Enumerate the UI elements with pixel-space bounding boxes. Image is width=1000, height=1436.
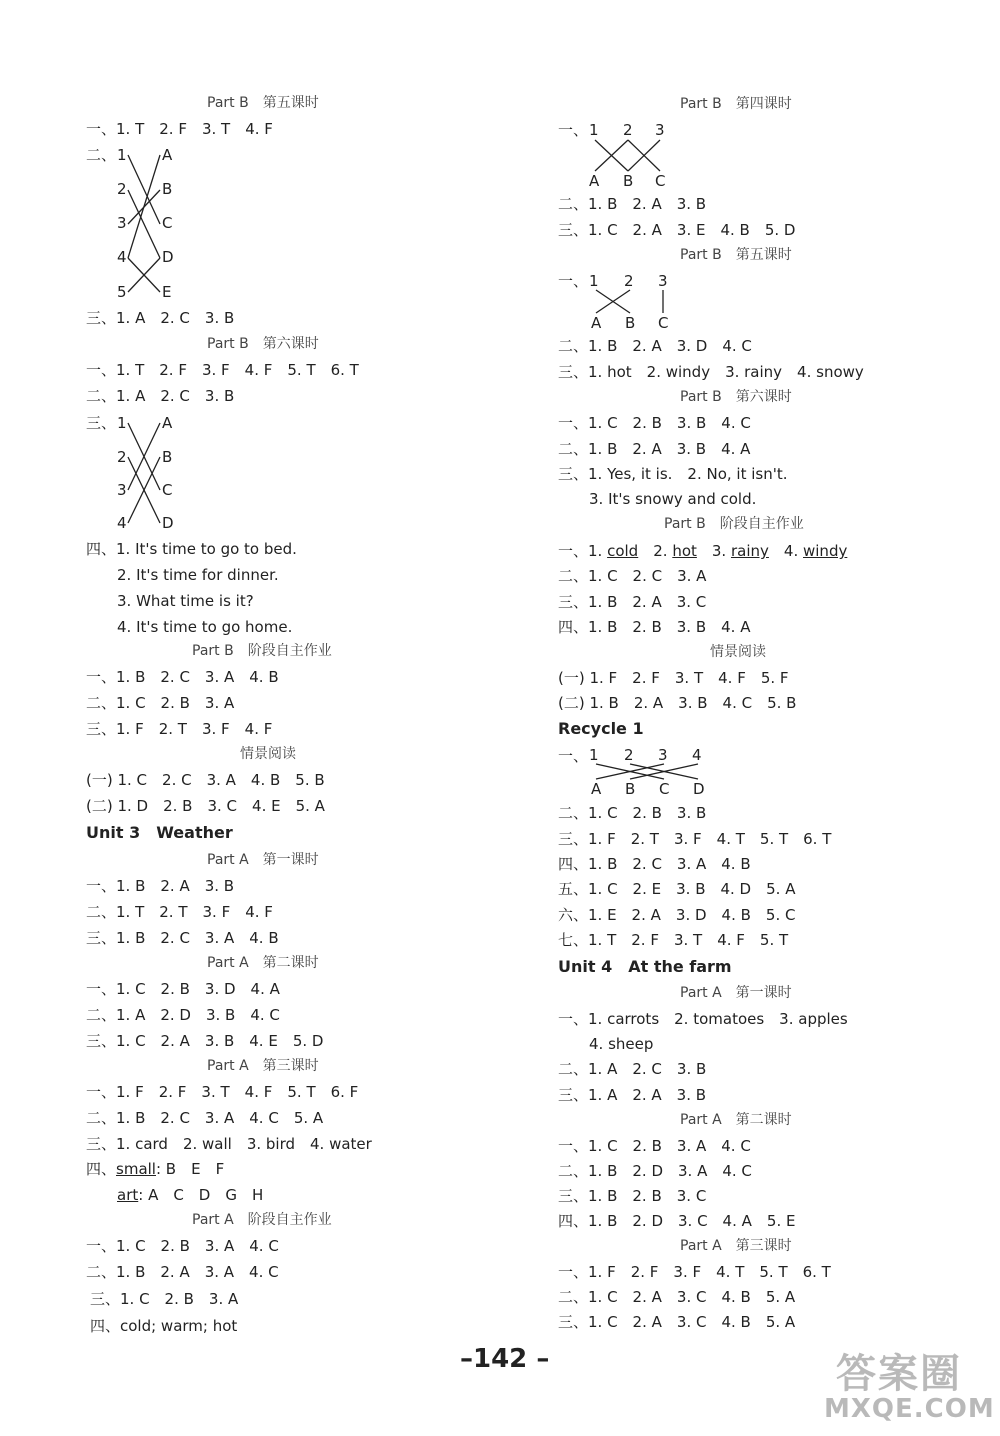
answer-line: 二、1. B 2. A 3. B 4. A <box>558 440 751 458</box>
answer-line: 三、1. C 2. B 3. A <box>90 1290 239 1308</box>
answer-text: : A C D G H <box>138 1186 264 1204</box>
answer-line: 三、1. C 2. A 3. E 4. B 5. D <box>558 221 796 239</box>
section-header: Part B 第五课时 <box>680 247 792 263</box>
answer-text: 2. <box>638 542 673 560</box>
answer-line: (二) 1. D 2. B 3. C 4. E 5. A <box>86 797 325 815</box>
answer-text: 4. <box>768 542 803 560</box>
answer-line: 四、1. B 2. D 3. C 4. A 5. E <box>558 1212 796 1230</box>
answer-line: 一、1. C 2. B 3. A 4. C <box>558 1137 751 1155</box>
answer-line: 一、1. F 2. F 3. F 4. T 5. T 6. T <box>558 1263 831 1281</box>
answer-line: 二、1. A 2. C 3. B <box>86 387 235 405</box>
match-left-label: 2 <box>117 448 127 466</box>
section-header: Part B 第六课时 <box>680 389 792 405</box>
match-right-label: D <box>162 248 174 266</box>
answer-line: 一、1. F 2. F 3. T 4. F 5. T 6. F <box>86 1083 359 1101</box>
section-header: Part B 阶段自主作业 <box>192 643 332 659</box>
answer-text: 一、1. <box>558 542 608 560</box>
answer-prefix: 四、 <box>86 1160 117 1178</box>
match-top-label: 3 <box>655 121 665 139</box>
answer-line: 四、1. It's time to go to bed. <box>86 540 297 558</box>
section-header: Part A 第二课时 <box>680 1112 792 1128</box>
unit-title: Recycle 1 <box>558 719 644 738</box>
underlined-word: hot <box>672 542 697 560</box>
section-header: Part A 第三课时 <box>680 1238 792 1254</box>
match-top-label: 3 <box>658 746 668 764</box>
match-top-label: 1 <box>589 746 599 764</box>
answer-line: (一) 1. F 2. F 3. T 4. F 5. F <box>558 669 789 687</box>
answer-line: 二、1. T 2. T 3. F 4. F <box>86 903 273 921</box>
answer-line: 3. It's snowy and cold. <box>589 490 757 508</box>
match-bottom-label: A <box>591 780 602 798</box>
match-top-label: 2 <box>624 746 634 764</box>
answer-line: 4. sheep <box>589 1035 654 1053</box>
answer-line: 二、1. B 2. A 3. A 4. C <box>86 1263 279 1281</box>
answer-line: 3. What time is it? <box>117 592 254 610</box>
answer-prefix: 三、 <box>86 414 117 432</box>
match-top-label: 3 <box>658 272 668 290</box>
match-left-label: 2 <box>117 180 127 198</box>
match-bottom-label: C <box>659 780 670 798</box>
answer-line: 一、1. B 2. A 3. B <box>86 877 235 895</box>
section-header: Part A 第一课时 <box>680 985 792 1001</box>
match-left-label: 3 <box>117 481 127 499</box>
answer-line: 二、1. C 2. C 3. A <box>558 567 707 585</box>
unit-title: Unit 4 At the farm <box>558 957 732 976</box>
answer-line: 三、1. B 2. A 3. C <box>558 593 707 611</box>
answer-line: 一、1. T 2. F 3. F 4. F 5. T 6. T <box>86 361 359 379</box>
answer-line: 二、1. B 2. A 3. B <box>558 195 707 213</box>
section-header: Part B 第六课时 <box>207 336 319 352</box>
answer-line: 一、1. C 2. B 3. D 4. A <box>86 980 280 998</box>
match-right-label: A <box>162 146 173 164</box>
match-bottom-label: B <box>623 172 634 190</box>
match-bottom-label: D <box>693 780 705 798</box>
section-header: Part B 阶段自主作业 <box>664 516 804 532</box>
match-right-label: B <box>162 448 173 466</box>
answer-line: (二) 1. B 2. A 3. B 4. C 5. B <box>558 694 797 712</box>
underlined-word: art <box>117 1186 139 1204</box>
answer-line: 三、1. C 2. A 3. C 4. B 5. A <box>558 1313 796 1331</box>
match-top-label: 1 <box>589 121 599 139</box>
watermark-url: MXQE.COM <box>824 1394 995 1424</box>
underlined-word: rainy <box>730 542 769 560</box>
answer-line: 三、1. Yes, it is. 2. No, it isn't. <box>558 465 788 483</box>
answer-line: 七、1. T 2. F 3. T 4. F 5. T <box>558 931 789 949</box>
answer-line: 六、1. E 2. A 3. D 4. B 5. C <box>558 906 796 924</box>
answer-line: 三、1. C 2. A 3. B 4. E 5. D <box>86 1032 324 1050</box>
match-left-label: 1 <box>117 146 127 164</box>
answer-line: 二、1. C 2. A 3. C 4. B 5. A <box>558 1288 796 1306</box>
match-left-label: 1 <box>117 414 127 432</box>
section-header: Part A 阶段自主作业 <box>192 1212 332 1228</box>
match-right-label: B <box>162 180 173 198</box>
answer-line: 三、1. F 2. T 3. F 4. F <box>86 720 273 738</box>
answer-line: 二、1. B 2. D 3. A 4. C <box>558 1162 752 1180</box>
answer-line: 一、1. C 2. B 3. A 4. C <box>86 1237 279 1255</box>
answer-line: 一、1. C 2. B 3. B 4. C <box>558 414 751 432</box>
match-bottom-label: C <box>658 314 669 332</box>
answer-line: 三、1. F 2. T 3. F 4. T 5. T 6. T <box>558 830 832 848</box>
match-bottom-label: B <box>625 314 636 332</box>
match-left-label: 4 <box>117 514 127 532</box>
answer-line: 一、1. T 2. F 3. T 4. F <box>86 120 273 138</box>
answer-line: 四、cold; warm; hot <box>90 1317 238 1335</box>
match-top-label: 2 <box>623 121 633 139</box>
answer-line: 4. It's time to go home. <box>117 618 293 636</box>
answer-line: 五、1. C 2. E 3. B 4. D 5. A <box>558 880 796 898</box>
match-right-label: C <box>162 214 173 232</box>
section-header: Part A 第一课时 <box>207 852 319 868</box>
answer-line: 二、1. B 2. A 3. D 4. C <box>558 337 752 355</box>
match-bottom-label: C <box>655 172 666 190</box>
section-header: Part A 第二课时 <box>207 955 319 971</box>
answer-prefix: 一、 <box>558 121 589 139</box>
section-header: 情景阅读 <box>710 644 766 660</box>
unit-title: Unit 3 Weather <box>86 823 233 842</box>
page-number: –142 – <box>460 1344 550 1374</box>
answer-line: 三、1. hot 2. windy 3. rainy 4. snowy <box>558 363 864 381</box>
watermark-logo-text: 答案圈 <box>836 1351 962 1397</box>
answer-text: : B E F <box>155 1160 225 1178</box>
answer-prefix: 二、 <box>86 146 117 164</box>
answer-text: 3. <box>696 542 731 560</box>
match-bottom-label: A <box>589 172 600 190</box>
match-right-label: D <box>162 514 174 532</box>
answer-line: 一、1. B 2. C 3. A 4. B <box>86 668 279 686</box>
section-header: 情景阅读 <box>240 746 296 762</box>
answer-line: 二、1. A 2. D 3. B 4. C <box>86 1006 280 1024</box>
answer-prefix: 一、 <box>558 272 589 290</box>
match-left-label: 5 <box>117 283 127 301</box>
underlined-word: cold <box>607 542 639 560</box>
answer-line: 二、1. B 2. C 3. A 4. C 5. A <box>86 1109 324 1127</box>
section-header: Part B 第五课时 <box>207 95 319 111</box>
match-right-label: C <box>162 481 173 499</box>
match-top-label: 1 <box>589 272 599 290</box>
answer-line: 四、1. B 2. B 3. B 4. A <box>558 618 751 636</box>
answer-line: 2. It's time for dinner. <box>117 566 279 584</box>
section-header: Part A 第三课时 <box>207 1058 319 1074</box>
match-left-label: 4 <box>117 248 127 266</box>
answer-prefix: 一、 <box>558 747 589 765</box>
match-top-label: 4 <box>692 746 702 764</box>
answer-line: 三、1. card 2. wall 3. bird 4. water <box>86 1135 372 1153</box>
match-right-label: E <box>162 283 172 301</box>
underlined-word: windy <box>803 542 848 560</box>
answer-line: 一、1. carrots 2. tomatoes 3. apples <box>558 1010 848 1028</box>
match-top-label: 2 <box>624 272 634 290</box>
match-bottom-label: B <box>625 780 636 798</box>
answer-line: 三、1. B 2. B 3. C <box>558 1187 707 1205</box>
answer-line: 三、1. B 2. C 3. A 4. B <box>86 929 279 947</box>
answer-line: 二、1. C 2. B 3. B <box>558 804 707 822</box>
match-left-label: 3 <box>117 214 127 232</box>
answer-line: (一) 1. C 2. C 3. A 4. B 5. B <box>86 771 325 789</box>
answer-line: 三、1. A 2. A 3. B <box>558 1086 707 1104</box>
answer-line: 二、1. C 2. B 3. A <box>86 694 235 712</box>
match-bottom-label: A <box>591 314 602 332</box>
answer-line: 四、1. B 2. C 3. A 4. B <box>558 855 751 873</box>
section-header: Part B 第四课时 <box>680 96 792 112</box>
answer-line: 三、1. A 2. C 3. B <box>86 309 235 327</box>
match-right-label: A <box>162 414 173 432</box>
underlined-word: small <box>116 1160 156 1178</box>
answer-line: 二、1. A 2. C 3. B <box>558 1060 707 1078</box>
